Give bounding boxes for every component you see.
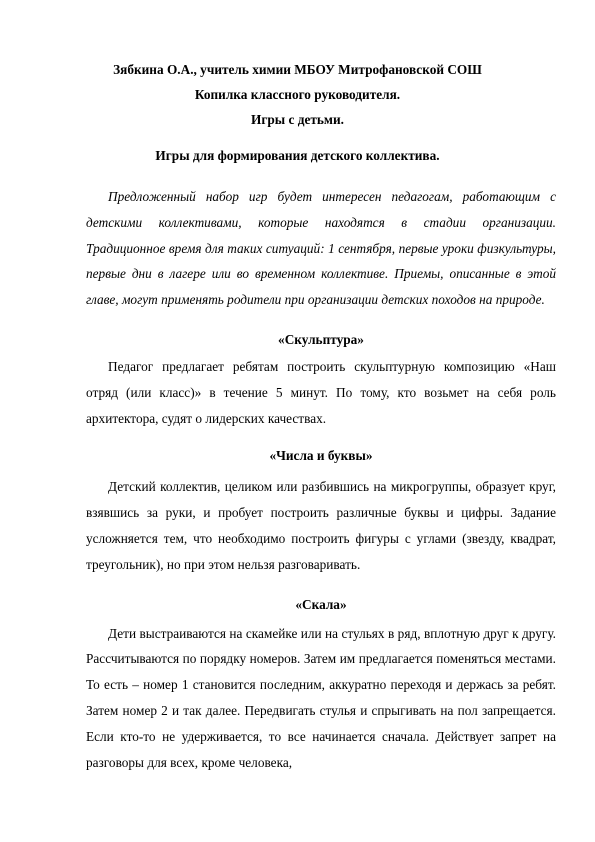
game-title-rock: «Скала» — [295, 596, 347, 612]
intro-paragraph: Предложенный набор игр будет интересен педагогам, работающим с детскими коллективами, которые находятся в стадии организации. Традиционное время для таких ситуаций: 1 сентября, первые уроки физкультуры, первые дни в лагере или во временном коллективе. Приемы, описанные в этой главе, могут применять родители при организации детских походов на природе. — [86, 189, 556, 308]
game-title-numbers-letters: «Числа и буквы» — [269, 448, 373, 464]
game-text-rock: Дети выстраиваются на скамейке или на стульях в ряд, вплотную друг к другу. Рассчитываются по порядку номеров. Затем им предлагается поменяться местами. То есть – номер 1 становится последним, аккуратно переходя и держась за ребят. Затем номер 2 и так далее. Передвигать стулья и спрыгивать на пол запрещается. Если кто-то не удерживается, то все начинается сначала. Действует запрет на разговоры для всех, кроме человека, — [86, 625, 556, 770]
game-title-sculpture: «Скульптура» — [278, 331, 364, 347]
collection-title: Копилка классного руководителя. — [194, 87, 401, 102]
game-text-sculpture: Педагог предлагает ребятам построить скульптурную композицию «Наш отряд (или класс)» в течение 5 минут. По тому, кто возьмет на себя роль архитектора, судят о лидерских качествах. — [86, 358, 556, 426]
document-body — [86, 184, 556, 775]
subsection-title: Игры для формирования детского коллектива. — [155, 148, 440, 163]
document-header — [0, 57, 595, 168]
section-title: Игры с детьми. — [251, 112, 344, 127]
author-line: Зябкина О.А., учитель химии МБОУ Митрофановской СОШ — [113, 62, 482, 77]
game-text-numbers-letters: Детский коллектив, целиком или разбившись на микрогруппы, образует круг, взявшись за руки, и пробует построить различные буквы и цифры. Задание усложняется тем, что необходимо построить фигуры с углами (звезду, квадрат, треугольник), но при этом нельзя разговаривать. — [86, 479, 556, 572]
